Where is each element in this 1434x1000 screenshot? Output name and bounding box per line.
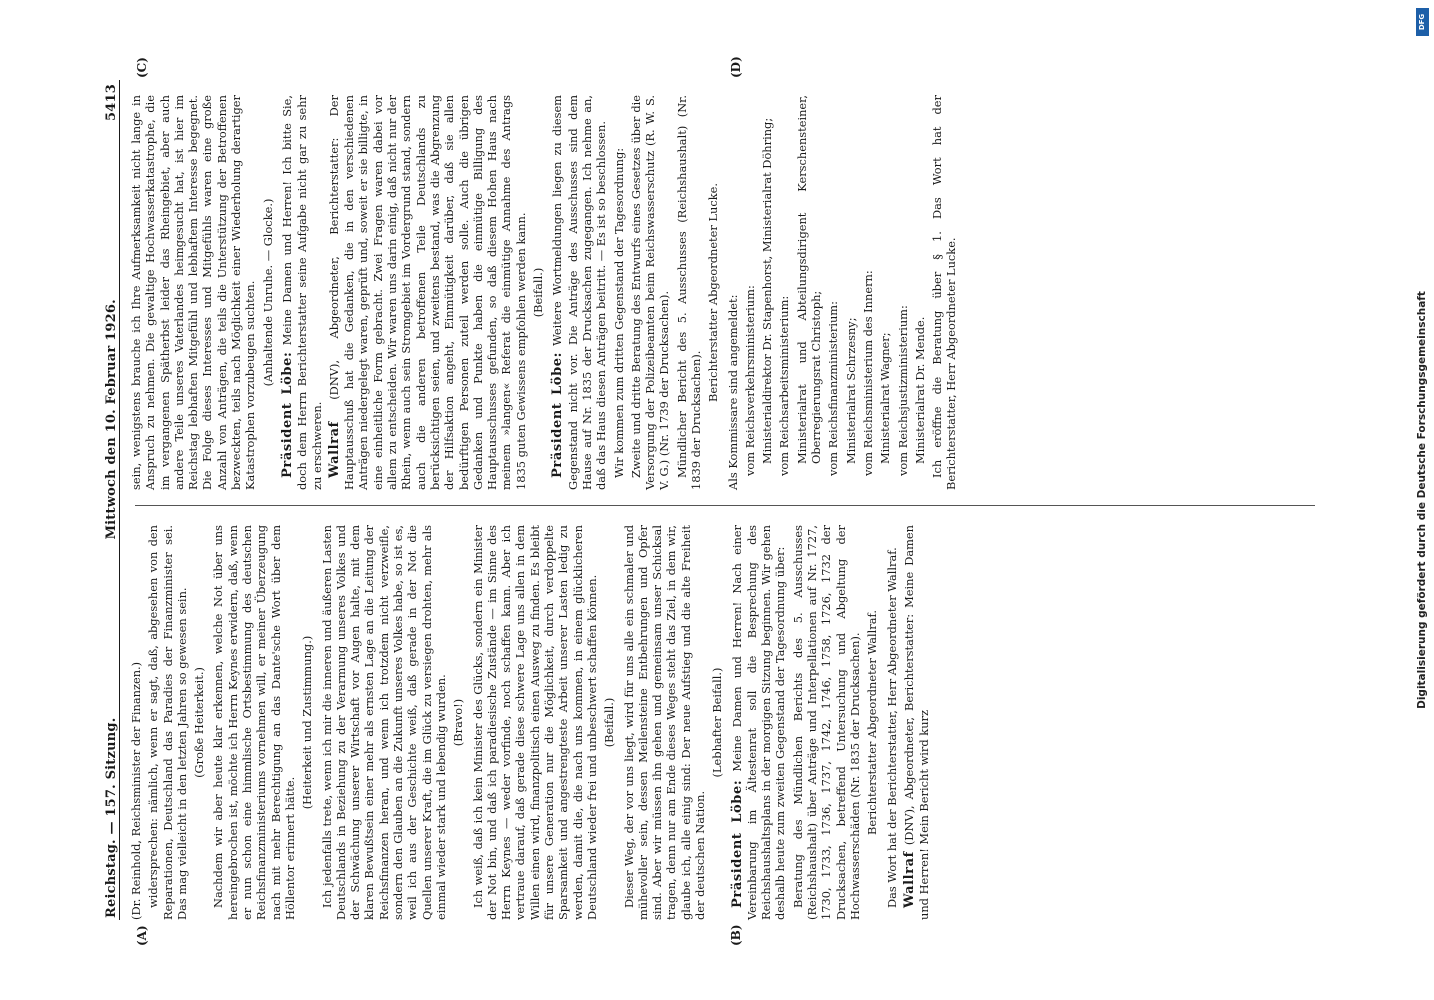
- speaker-name: Wallraf: [901, 851, 917, 908]
- body-paragraph: Dieser Weg, der vor uns liegt, wird für uns alle ein schmaler und mühevoller sein, dessen Meilensteine Entbehrungen und Opfer sind. Aber wir müssen ihn gehen und gemeinsam unser Schicksal tragen, denn nur am Ende dieses Weges steht das Ziel, in dem wir, glaube ich, alle einig sind: Der neue Aufstieg und die alte Freiheit der deutschen Nation.: [621, 525, 707, 920]
- body-paragraph: Das Wort hat der Berichterstatter, Herr Abgeordneter Wallraf.: [884, 547, 899, 908]
- stage-direction: (Lebhafter Beifall.): [710, 667, 725, 778]
- dfg-logo: DFG: [1416, 8, 1429, 36]
- speech-text: Weitere Wortmeldungen liegen zu diesem Gegenstand nicht vor. Die Anträge des Ausschusses sind dem Hause auf Nr. 1835 der Drucksachen zugegangen. Ich nehme an, daß das Haus diesen Anträgen beitritt. — Es ist so beschlossen.: [550, 95, 609, 490]
- stage-direction: (Heiterkeit und Zustimmung.): [300, 635, 315, 810]
- body-paragraph: vom Reichsministerium des Innern:: [860, 270, 875, 476]
- speech-text: (DNV), Abgeordneter, Berichterstatter: Meine Damen und Herren! Mein Bericht wird kurz: [901, 525, 932, 920]
- stage-direction: (Bravo!): [451, 698, 466, 747]
- body-paragraph: Ministerialrat und Abteilungsdirigent Kerschensteiner, Oberregierungsrat Christoph;: [794, 95, 824, 464]
- column-divider: [135, 505, 1315, 506]
- body-paragraph: (Dr. Reinhold, Reichsminister der Finanzen.): [129, 661, 143, 920]
- body-paragraph: vom Reichsarbeitsministerium:: [777, 295, 792, 476]
- credit-text: Digitalisierung gefördert durch die Deutsche Forschungsgemeinschaft: [1416, 291, 1428, 709]
- speaker-name: Wallraf: [326, 421, 342, 478]
- stage-direction: (Große Heiterkeit.): [192, 667, 207, 778]
- header-date: Mittwoch den 10. Februar 1926.: [103, 299, 119, 540]
- body-paragraph: vom Reichsfinanzministerium:: [826, 301, 841, 476]
- digitization-credit: [1414, 8, 1430, 992]
- speech-paragraph: [280, 95, 324, 490]
- body-paragraph: Ich weiß, daß ich kein Minister des Glücks, sondern ein Minister der Not bin, und daß ich paradiesische Zustände — im Sinne des Herrn Keynes — weder vorfinde, noch schaffen kann. Aber ich vertraue darauf, daß gerade diese schwere Lage uns allen in dem Willen einen wird, finanzpolitisch einen Ausweg zu finden. Es bleibt für unsere Generation nur die Möglichkeit, durch verdoppelte Sparsamkeit und angestrengteste Arbeit unserer Lasten ledig zu werden, damit die, die nach uns kommen, in einem glücklicheren Deutschland wieder frei und unbeschwert schaffen können.: [470, 525, 599, 920]
- body-paragraph: Wir kommen zum dritten Gegenstand der Tagesordnung:: [611, 147, 626, 478]
- margin-marker-a: (A): [135, 925, 149, 946]
- page-header: [95, 80, 120, 920]
- speaker-name: Präsident Löbe:: [279, 351, 295, 478]
- text-columns: [129, 56, 1319, 946]
- left-column: [129, 525, 934, 920]
- body-paragraph: Ministerialdirektor Dr. Stapenhorst, Ministerialrat Döhring;: [760, 117, 775, 464]
- body-paragraph: vom Reichsjustizministerium:: [895, 305, 910, 476]
- body-paragraph: Ich jedenfalls trete, wenn ich mir die inneren und äußeren Lasten Deutschlands in Beziehung zu der Verarmung unseres Volkes und der Schwächung unserer Wirtschaft vor Augen halte, mit dem klaren Bewußtsein einer mehr als ernsten Lage an die Leitung der Reichsfinanzen heran, und wenn ich trotzdem nicht verzweifle, sondern den Glauben an die Zukunft unseres Volkes habe, so ist es, weil ich aus der Geschichte weiß, daß gerade in der Not die Quellen unserer Kraft, die im Glück zu versiegen drohten, mehr als einmal wieder stark und lebendig wurden.: [319, 525, 448, 920]
- speech-paragraph: [327, 95, 528, 490]
- speaker-name: Präsident Löbe:: [729, 779, 745, 908]
- speech-paragraph: [550, 95, 608, 490]
- speech-text: Meine Damen und Herren! Ich bitte Sie, doch dem Herrn Berichterstatter seine Aufgabe nicht gar zu sehr zu erschweren.: [279, 94, 324, 490]
- body-paragraph: sein, wenigstens brauche ich Ihre Aufmerksamkeit nicht lange in Anspruch zu nehmen. Die gewaltige Hochwasserkatastrophe, die im vergangenen Spätherbst leider das Rheingebiet, aber auch andere Teile unseres Vaterlandes heimgesucht hat, ist hier im Reichstag lebhaften Mitgefühl und lebhaftem Interesse begegnet. Die Folge dieses Interesses und Mitgefühls waren eine große Anzahl von Anträgen, die teils die Unterstützung der Betroffenen bezweckten, teils nach Möglichkeit einer Wiederholung derartiger Katastrophen vorzubeugen suchten.: [129, 95, 258, 490]
- body-paragraph: Nachdem wir aber heute klar erkennen, welche Not über uns hereingebrochen ist, möchte ich Herrn Keynes erwidern, daß, wenn er nun schon eine himmlische Ortsbestimmung des deutschen Reichsfinanzministeriums vornehmen will, er meiner Überzeugung nach mit mehr Berechtigung an das Dante'sche Wort über dem Höllentor erinnert hätte.: [211, 525, 297, 920]
- body-paragraph: Beratung des Mündlichen Berichts des 5. Ausschusses (Reichshaushalt) über Anträge und Interpellationen auf Nr. 1727, 1730, 1733, 1736, 1737, 1742, 1746, 1758, 1726, 1732 der Drucksachen, betreffend Untersuchung und Abgeltung der Hochwasserschäden (Nr. 1835 der Drucksachen).: [790, 525, 862, 920]
- page-number: 5413: [103, 84, 119, 121]
- stage-direction: Berichterstatter Abgeordneter Lucke.: [706, 183, 721, 403]
- body-paragraph: Ministerialrat Schrzesny;: [843, 317, 858, 464]
- speech-text: Meine Damen und Herren! Nach einer Vereinbarung im Ältestenrat soll die Besprechung des Reichshaushaltsplans in der morgigen Sitzung beginnen. Wir gehen deshalb heute zum zweiten Gegenstand der Tagesordnung über:: [729, 525, 788, 920]
- speech-paragraph: [730, 525, 788, 920]
- document-page: [95, 56, 1325, 946]
- speaker-name: Präsident Löbe:: [550, 351, 566, 478]
- stage-direction: (Beifall.): [602, 697, 617, 748]
- right-column: [129, 95, 962, 490]
- margin-marker-b: (B): [729, 924, 743, 946]
- body-paragraph: Zweite und dritte Beratung des Entwurfs eines Gesetzes über die Versorgung der Polizeibeamten beim Reichswasserschutz (R. W. S. V. G.) (Nr. 1739 der Drucksachen).: [628, 95, 672, 490]
- body-paragraph: vom Reichsverkehrsministerium:: [742, 285, 757, 476]
- speech-paragraph: [902, 525, 932, 920]
- body-paragraph: Mündlicher Bericht des 5. Ausschusses (Reichshaushalt) (Nr. 1839 der Drucksachen).: [674, 95, 703, 490]
- speech-text: (DNV), Abgeordneter, Berichterstatter: Der Hauptausschuß hat die Gedanken, die in den verschiedenen Anträgen niedergelegt waren, geprüft und, soweit er sie billigte, in eine einheitliche Form gebracht. Zwei Fragen waren dabei vor allem zu entscheiden. Wir waren uns darin einig, daß nicht nur der Rhein, wenn auch sein Stromgebiet im Vordergrund stand, sondern auch die anderen betroffenen Teile Deutschlands zu berücksichtigen seien, und zweitens bestand, was die Abgrenzung der Hilfsaktion angeht, Einmütigkeit darüber, daß sie allen bedürftigen Personen zuteil werden solle. Auch die übrigen Gedanken und Punkte haben die einmütige Billigung des Hauptausschusses gefunden, so daß diesem Hohen Haus nach meinem »langen« Referat die einmütige Annahme des Antrags 1835 guten Gewissens empfohlen werden kann.: [326, 95, 528, 490]
- margin-marker-c: (C): [135, 57, 149, 78]
- body-paragraph: Ministerialrat Dr. Mende.: [912, 316, 927, 464]
- stage-direction: (Beifall.): [531, 267, 546, 318]
- body-paragraph: Ich eröffne die Beratung über § 1. Das Wort hat der Berichterstatter, Herr Abgeordneter Lucke.: [930, 95, 959, 490]
- body-paragraph: Ministerialrat Wagner;: [878, 332, 893, 464]
- header-session: Reichstag. — 157. Sitzung.: [103, 717, 119, 918]
- body-paragraph: widersprechen: nämlich, wenn er sagt, daß, abgesehen von den Reparationen, Deutschland das Paradies der Finanzminister sei. Das mag vielleicht in den letzten Jahren so gewesen sein.: [146, 525, 189, 920]
- margin-marker-d: (D): [729, 56, 743, 78]
- body-paragraph: Als Kommissare sind angemeldet:: [725, 294, 740, 490]
- stage-direction: Berichterstatter Abgeordneter Wallraf.: [865, 610, 880, 835]
- stage-direction: (Anhaltende Unruhe. — Glocke.): [260, 198, 275, 387]
